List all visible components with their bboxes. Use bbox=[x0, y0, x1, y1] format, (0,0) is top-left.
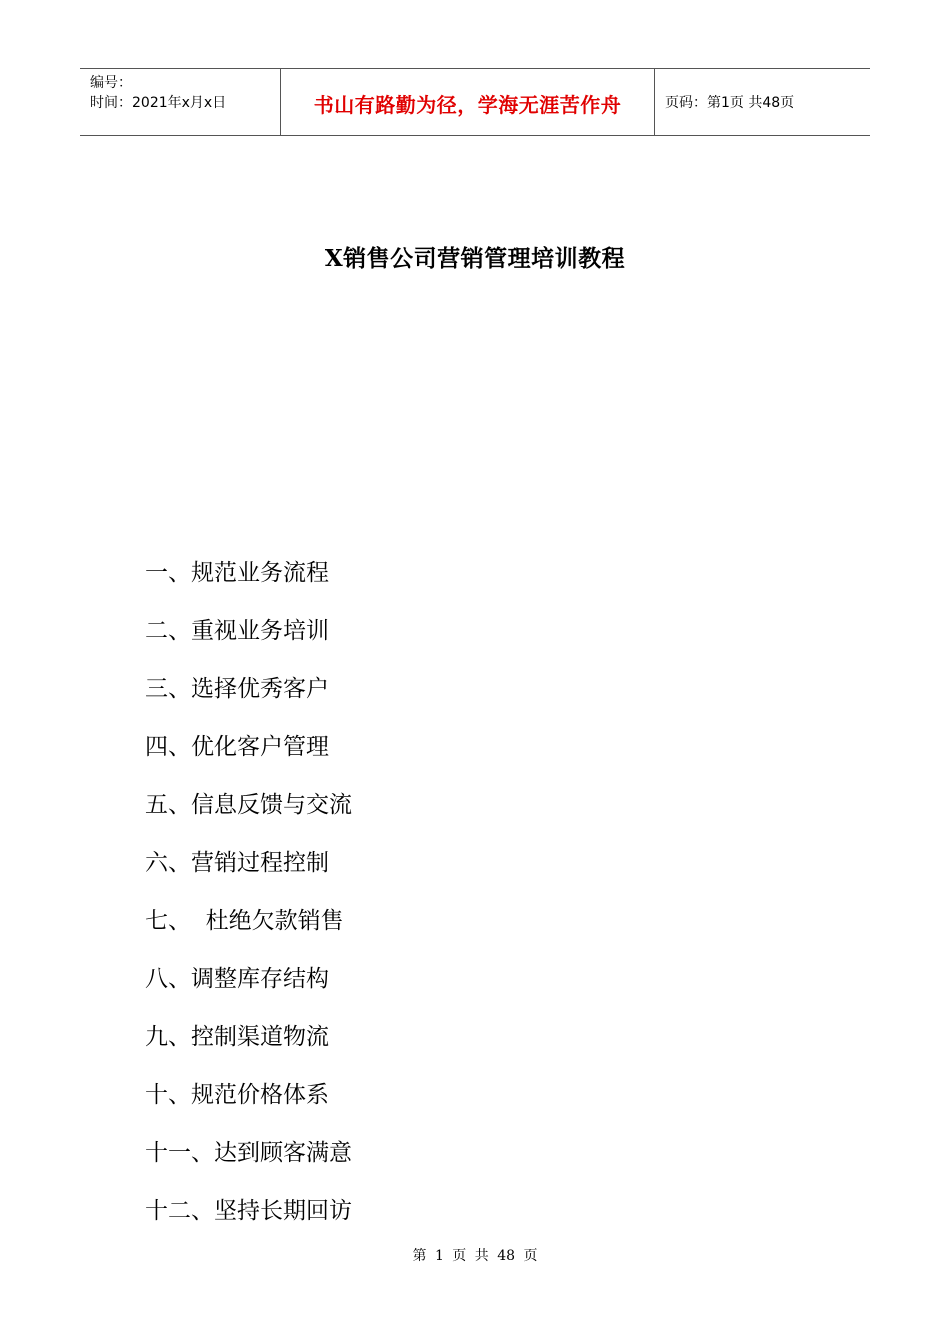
document-number-label: 编号： bbox=[90, 75, 132, 91]
toc-item: 十一、达到顾客满意 bbox=[145, 1140, 352, 1166]
header-page-info: 页码：第1页 共48页 bbox=[665, 95, 795, 111]
toc-item: 十、规范价格体系 bbox=[145, 1082, 329, 1108]
toc-item: 八、调整库存结构 bbox=[145, 966, 329, 992]
toc-item: 七、 杜绝欠款销售 bbox=[145, 908, 344, 934]
toc-item: 九、控制渠道物流 bbox=[145, 1024, 329, 1050]
toc-item: 四、优化客户管理 bbox=[145, 734, 329, 760]
toc-item: 五、信息反馈与交流 bbox=[145, 792, 352, 818]
toc-item: 六、营销过程控制 bbox=[145, 850, 329, 876]
toc-item: 十二、坚持长期回访 bbox=[145, 1198, 352, 1224]
toc-item: 三、选择优秀客户 bbox=[145, 676, 329, 702]
header-motto: 书山有路勤为径，学海无涯苦作舟 bbox=[313, 92, 622, 117]
toc-item: 二、重视业务培训 bbox=[145, 618, 329, 644]
header-meta-cell bbox=[80, 69, 281, 135]
document-header bbox=[80, 68, 870, 136]
document-title: X销售公司营销管理培训教程 bbox=[324, 245, 626, 272]
document-time-label: 时间：2021年x月x日 bbox=[90, 95, 227, 111]
table-of-contents bbox=[145, 553, 352, 1249]
header-motto-cell bbox=[281, 69, 655, 135]
toc-item: 一、规范业务流程 bbox=[145, 560, 329, 586]
page-footer: 第 1 页 共 48 页 bbox=[412, 1248, 538, 1264]
header-page-cell bbox=[655, 69, 870, 135]
